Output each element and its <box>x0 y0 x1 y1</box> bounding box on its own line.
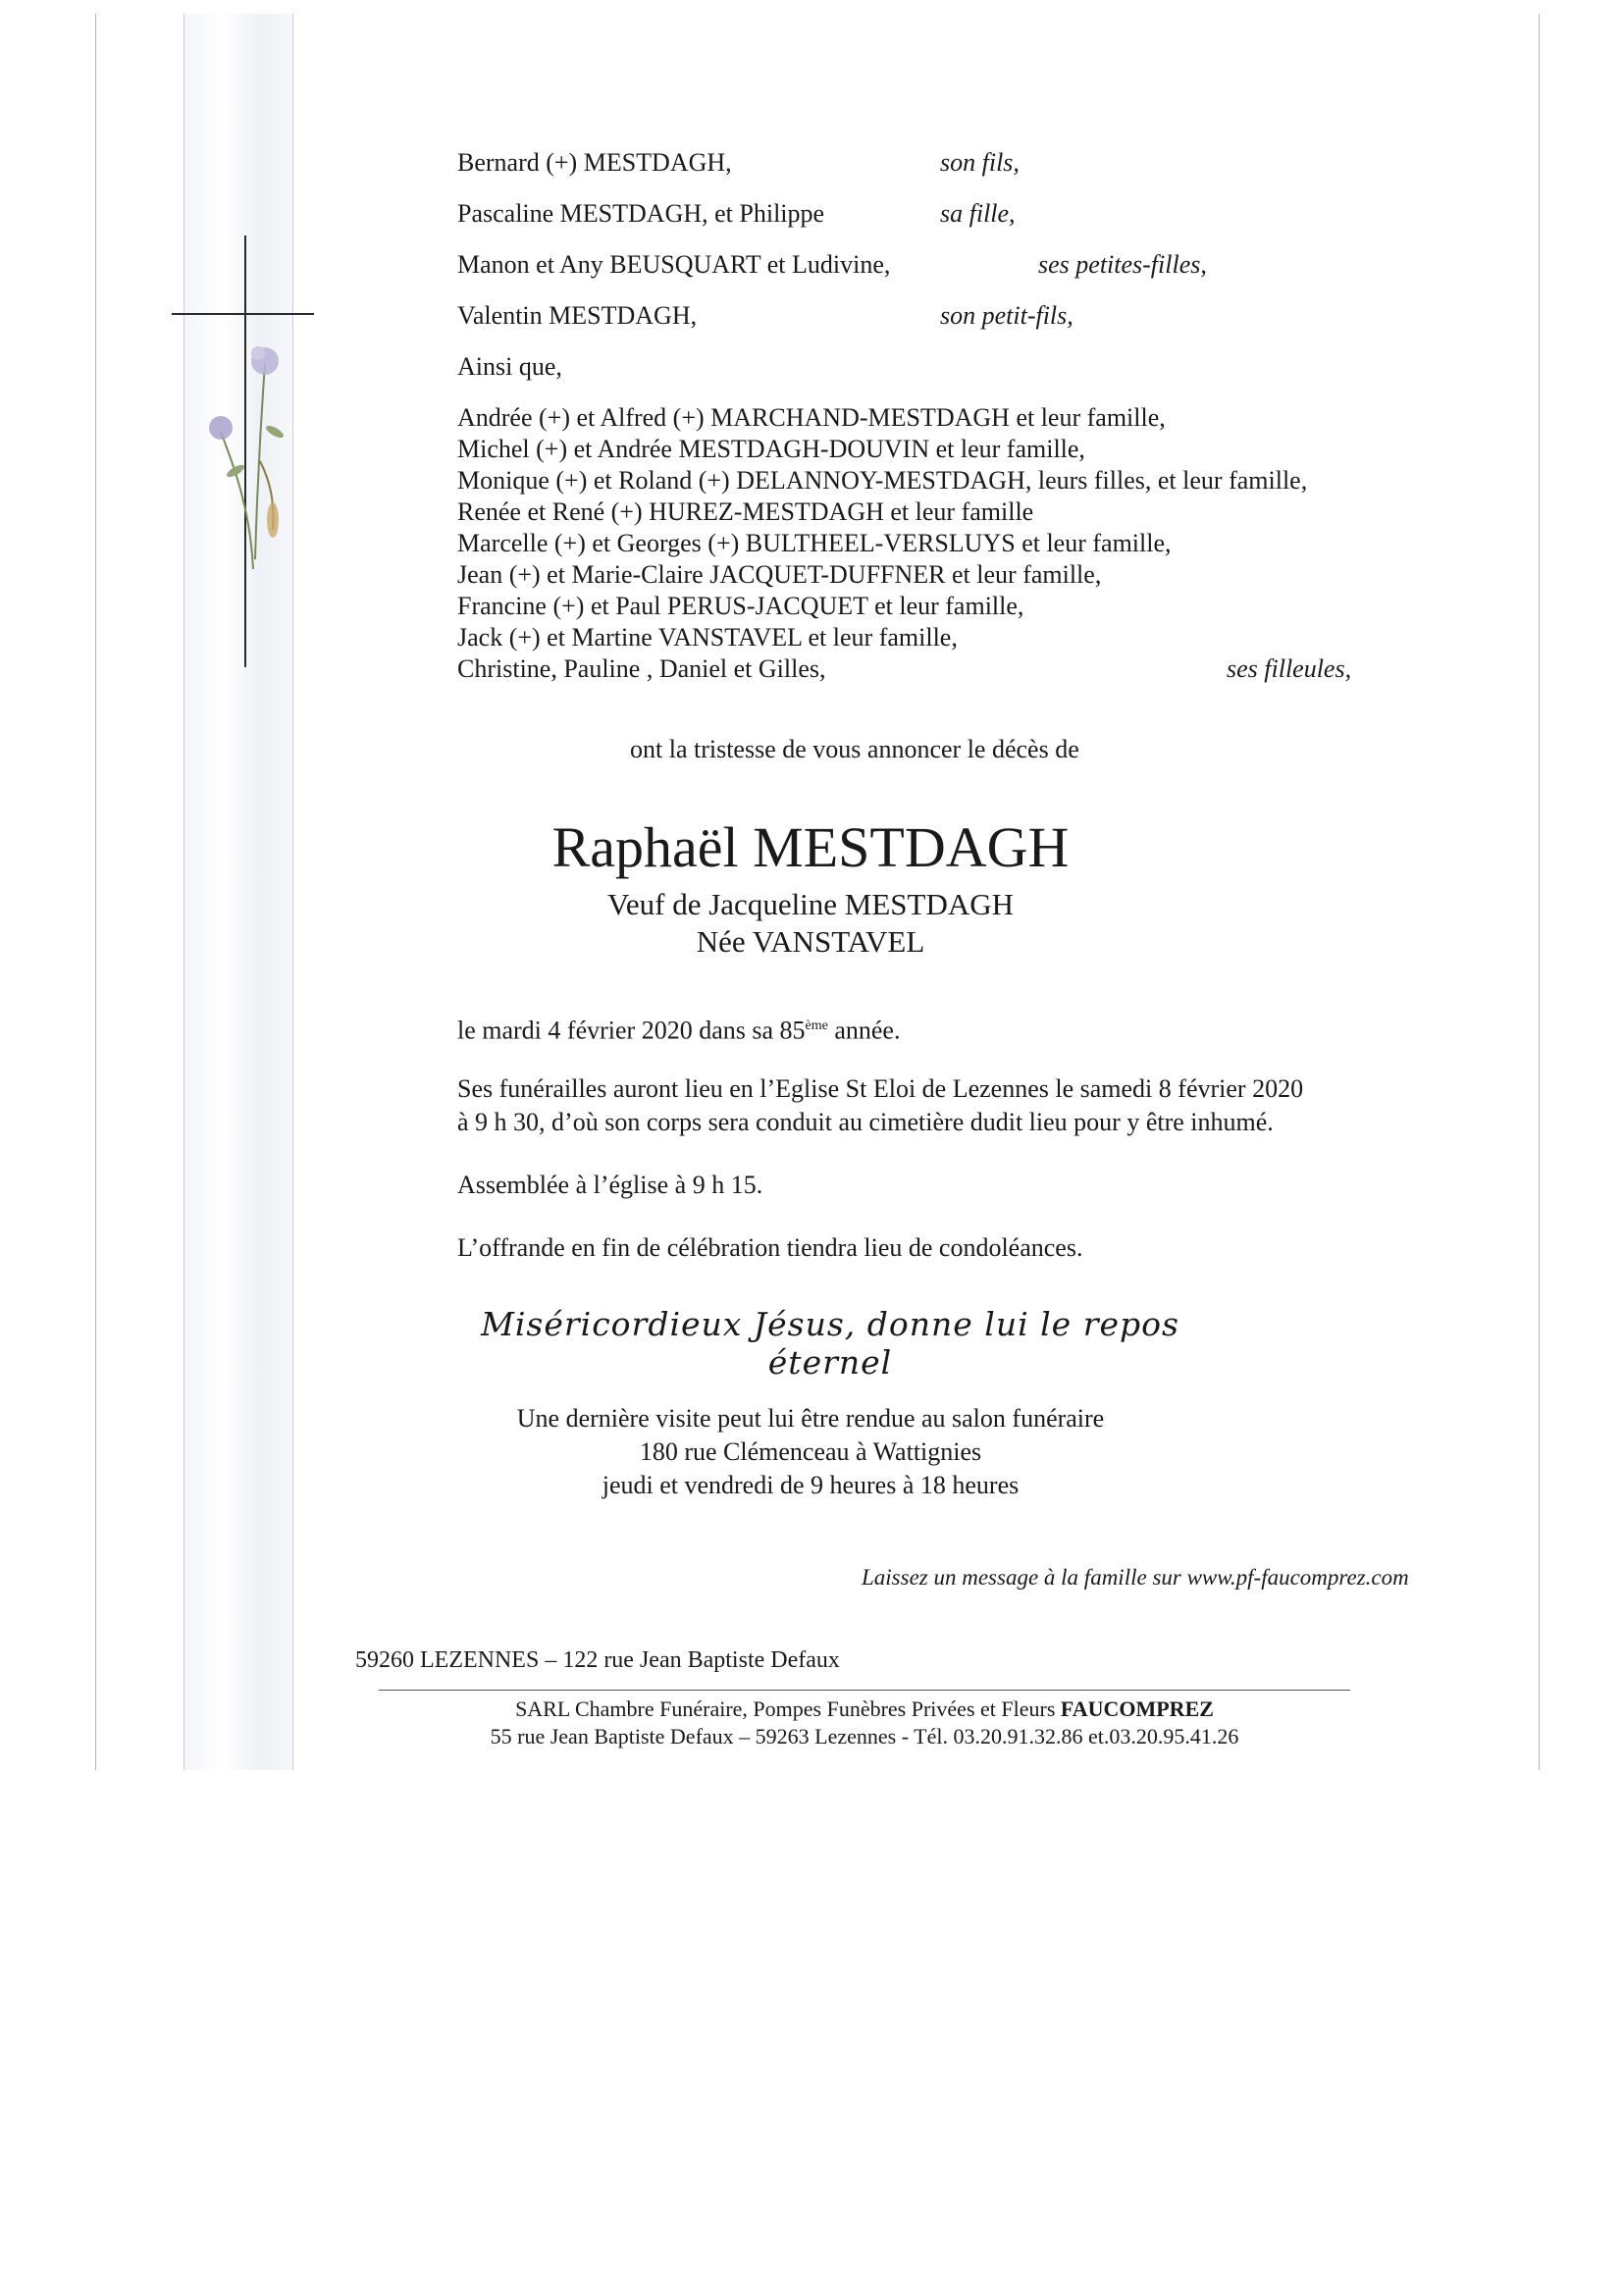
extended-family-1: Andrée (+) et Alfred (+) MARCHAND-MESTDAGH et leur famille, <box>457 403 1166 432</box>
footer-divider <box>379 1690 1350 1691</box>
extended-family-3: Monique (+) et Roland (+) DELANNOY-MESTDAGH, leurs filles, et leur famille, <box>457 466 1308 495</box>
extended-family-6: Jean (+) et Marie-Claire JACQUET-DUFFNER et leur famille, <box>457 560 1102 589</box>
extended-family-2: Michel (+) et Andrée MESTDAGH-DOUVIN et leur famille, <box>457 435 1085 463</box>
funeral-line-2: à 9 h 30, d’où son corps sera conduit au cimetière dudit lieu pour y être inhumé. <box>457 1108 1274 1136</box>
godchildren-relation: ses filleules, <box>1227 654 1352 683</box>
message-line: Laissez un message à la famille sur www.pf-faucomprez.com <box>862 1565 1409 1590</box>
extended-family-8: Jack (+) et Martine VANSTAVEL et leur famille, <box>457 623 958 652</box>
born-line: Née VANSTAVEL <box>696 924 925 959</box>
footer-contact: 55 rue Jean Baptiste Defaux – 59263 Lezennes - Tél. 03.20.91.32.86 et.03.20.95.41.26 <box>490 1724 1239 1748</box>
deceased-name: Raphaël MESTDAGH <box>551 815 1070 879</box>
family-name-3: Manon et Any BEUSQUART et Ludivine, <box>457 250 891 279</box>
announcement: ont la tristesse de vous annoncer le décès de <box>630 735 1079 763</box>
widow-line: Veuf de Jacqueline MESTDAGH <box>606 887 1015 921</box>
family-relation-4: son petit-fils, <box>940 301 1073 330</box>
visit-line-1: Une dernière visite peut lui être rendue au salon funéraire <box>516 1404 1105 1433</box>
family-relation-2: sa fille, <box>940 199 1016 228</box>
family-name-4: Valentin MESTDAGH, <box>457 301 698 330</box>
visit-line-2: 180 rue Clémenceau à Wattignies <box>639 1437 982 1466</box>
family-name-2: Pascaline MESTDAGH, et Philippe <box>457 199 825 228</box>
family-relation-1: son fils, <box>940 148 1020 177</box>
family-relation-3: ses petites-filles, <box>1038 250 1207 279</box>
address-line: 59260 LEZENNES – 122 rue Jean Baptiste Defaux <box>355 1647 840 1673</box>
offering-line: L’offrande en fin de célébration tiendra lieu de condoléances. <box>457 1233 1083 1262</box>
extended-family-4: Renée et René (+) HUREZ-MESTDAGH et leur famille <box>457 497 1034 526</box>
prayer: Miséricordieux Jésus, donne lui le repos éternel <box>481 1305 1179 1382</box>
cross-flower-icon <box>167 235 324 667</box>
footer-company: SARL Chambre Funéraire, Pompes Funèbres Privées et Fleurs FAUCOMPREZ <box>515 1696 1214 1721</box>
assembly-line: Assemblée à l’église à 9 h 15. <box>457 1171 763 1199</box>
page-edge-left <box>95 14 96 1770</box>
funeral-line-1: Ses funérailles auront lieu en l’Eglise St Eloi de Lezennes le samedi 8 février 2020 <box>457 1074 1304 1103</box>
family-name-1: Bernard (+) MESTDAGH, <box>457 148 732 177</box>
page-edge-right <box>1539 14 1540 1770</box>
visit-line-3: jeudi et vendredi de 9 heures à 18 heures <box>602 1471 1020 1499</box>
godchildren-names: Christine, Pauline , Daniel et Gilles, <box>457 654 826 683</box>
death-line: le mardi 4 février 2020 dans sa 85ème année. <box>457 1016 901 1045</box>
ainsi-que: Ainsi que, <box>457 352 562 381</box>
extended-family-7: Francine (+) et Paul PERUS-JACQUET et leur famille, <box>457 592 1024 620</box>
extended-family-5: Marcelle (+) et Georges (+) BULTHEEL-VERSLUYS et leur famille, <box>457 529 1172 557</box>
